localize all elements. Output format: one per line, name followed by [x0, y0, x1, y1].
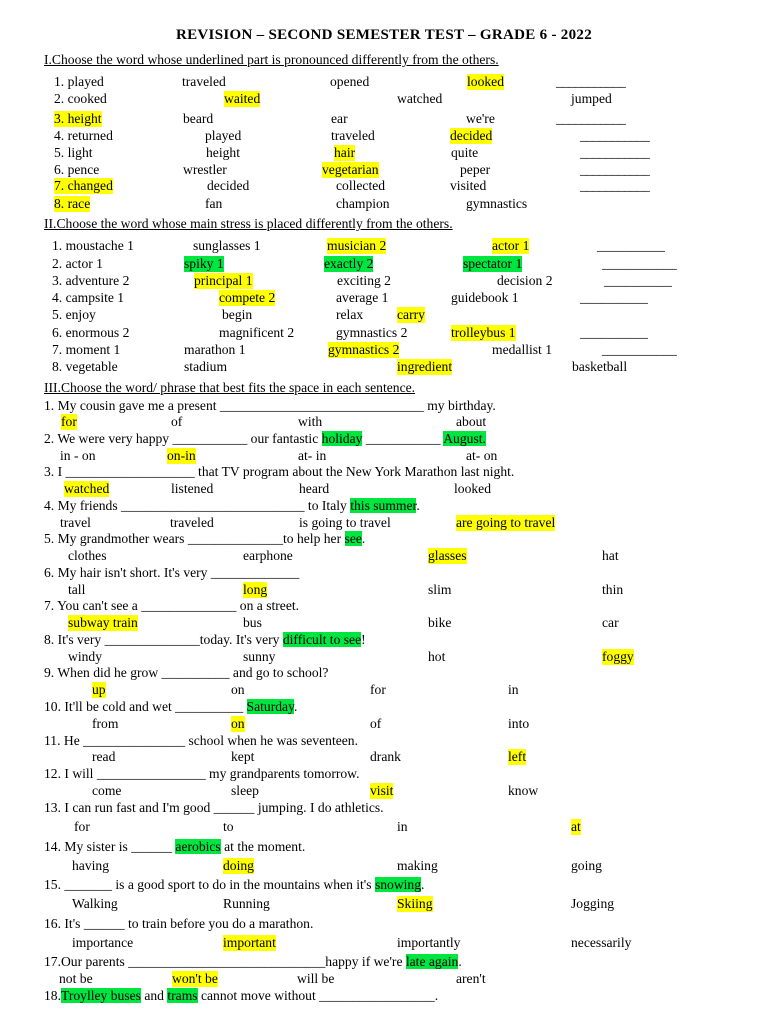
answer-blank: ___________	[580, 128, 650, 143]
word-option: quite	[451, 145, 479, 160]
option-a: subway train	[68, 615, 138, 630]
question-5	[0, 531, 768, 548]
question-13	[0, 800, 768, 817]
option-b: long	[243, 582, 268, 597]
word-option: played	[205, 128, 242, 143]
question-text	[44, 665, 328, 681]
question-text	[44, 498, 420, 514]
option-c: slim	[428, 582, 452, 597]
option-c: glasses	[428, 548, 467, 563]
question-text	[44, 916, 313, 932]
question-7	[0, 598, 768, 615]
option-a: from	[92, 716, 119, 731]
word-option: fan	[205, 196, 223, 211]
option-b: bus	[243, 615, 262, 630]
question-segment: and	[140, 988, 168, 1003]
question-9	[0, 665, 768, 682]
word-option: watched	[397, 91, 443, 106]
option-d: hat	[602, 548, 619, 563]
question-text	[44, 988, 438, 1004]
word-option: compete 2	[219, 290, 276, 305]
question-segment: at the moment.	[220, 839, 306, 854]
question-segment: 11. He _______________ school when he was seventeen.	[44, 733, 358, 748]
option-b: sunny	[243, 649, 276, 664]
word-option: carry	[397, 307, 425, 322]
option-b: on-in	[167, 448, 196, 463]
question-9-options	[0, 682, 768, 699]
option-d: at	[571, 819, 581, 834]
question-text	[44, 531, 365, 547]
question-segment: .	[361, 531, 366, 546]
word-option: marathon 1	[184, 342, 246, 357]
question-segment: 6. My hair isn't short. It's very _____________	[44, 565, 300, 580]
question-11	[0, 733, 768, 750]
question-segment: Saturday	[246, 699, 294, 714]
question-segment: holiday	[321, 431, 363, 446]
word-option: spectator 1	[463, 256, 523, 271]
part1-item-8	[0, 196, 768, 213]
question-segment: trams	[167, 988, 198, 1003]
question-segment: 3. I ___________________ that TV program about the New York Marathon last night.	[44, 464, 515, 479]
question-10-options	[0, 716, 768, 733]
option-c: will be	[297, 971, 335, 986]
part2-item-2	[0, 256, 768, 273]
question-3-options	[0, 481, 768, 498]
question-11-options	[0, 749, 768, 766]
option-d: car	[602, 615, 619, 630]
question-12	[0, 766, 768, 783]
word-option: actor 1	[492, 238, 530, 253]
question-13-options	[0, 819, 768, 836]
option-d: about	[456, 414, 487, 429]
question-text	[44, 954, 462, 970]
word-option: decision 2	[497, 273, 553, 288]
question-text	[44, 632, 366, 648]
question-segment: this summer	[350, 498, 417, 513]
question-text	[44, 699, 297, 715]
question-12-options	[0, 783, 768, 800]
question-segment: 2. We were very happy ___________ our fantastic	[44, 431, 322, 446]
question-segment: !	[361, 632, 366, 647]
option-c: bike	[428, 615, 452, 630]
question-14-options	[0, 858, 768, 875]
question-15-options	[0, 896, 768, 913]
question-18	[0, 988, 768, 1005]
word-option: decided	[450, 128, 493, 143]
question-16-options	[0, 935, 768, 952]
option-a: clothes	[68, 548, 107, 563]
question-text	[44, 800, 384, 816]
question-3	[0, 464, 768, 481]
option-a: for	[61, 414, 77, 429]
answer-blank: __________	[580, 290, 648, 305]
word-option: begin	[222, 307, 253, 322]
question-10	[0, 699, 768, 716]
word-option: 5. light	[54, 145, 93, 160]
question-segment: late again	[405, 954, 459, 969]
option-a: tall	[68, 582, 86, 597]
word-option: gymnastics 2	[328, 342, 400, 357]
word-option: gymnastics	[466, 196, 528, 211]
option-c: for	[370, 682, 386, 697]
word-option: decided	[207, 178, 250, 193]
question-segment: 16. It's ______ to train before you do a marathon.	[44, 916, 314, 931]
section-2-heading: II.Choose the word whose main stress is placed differently from the others.	[44, 216, 453, 231]
part1-item-4	[0, 128, 768, 145]
question-segment: snowing	[374, 877, 422, 892]
word-option: 1. moustache 1	[52, 238, 134, 253]
answer-blank: __________	[580, 325, 648, 340]
question-segment: 4. My friends ___________________________ to Italy	[44, 498, 351, 513]
question-segment: aerobics	[175, 839, 221, 854]
question-2	[0, 431, 768, 448]
option-a: windy	[68, 649, 102, 664]
word-option: 8. race	[54, 196, 91, 211]
answer-blank: ___________	[580, 178, 650, 193]
option-c: importantly	[397, 935, 461, 950]
word-option: 2. cooked	[54, 91, 107, 106]
part1-item-2	[0, 91, 768, 108]
word-option: gymnastics 2	[336, 325, 408, 340]
option-d: are going to travel	[456, 515, 556, 530]
word-option: beard	[183, 111, 214, 126]
question-text	[44, 598, 299, 614]
word-option: medallist 1	[492, 342, 553, 357]
option-a: having	[72, 858, 109, 873]
question-segment: .	[421, 877, 425, 892]
question-6-options	[0, 582, 768, 599]
option-b: traveled	[170, 515, 214, 530]
question-segment: see	[344, 531, 362, 546]
part2-item-4	[0, 290, 768, 307]
question-segment: .	[416, 498, 420, 513]
word-option: 7. moment 1	[52, 342, 121, 357]
option-b: earphone	[243, 548, 293, 563]
question-6	[0, 565, 768, 582]
option-d: necessarily	[571, 935, 632, 950]
part1-item-1	[0, 74, 768, 91]
word-option: spiky 1	[184, 256, 224, 271]
option-b: of	[171, 414, 183, 429]
option-d: foggy	[602, 649, 634, 664]
option-c: with	[298, 414, 323, 429]
option-d: left	[508, 749, 527, 764]
option-d: looked	[454, 481, 491, 496]
option-a: up	[92, 682, 106, 697]
word-option: collected	[336, 178, 386, 193]
option-c: making	[397, 858, 438, 873]
word-option: sunglasses 1	[193, 238, 261, 253]
question-text	[44, 565, 299, 581]
question-segment: Troylley buses	[61, 988, 141, 1003]
option-c: heard	[299, 481, 330, 496]
word-option: basketball	[572, 359, 628, 374]
option-b: to	[223, 819, 234, 834]
question-segment: 10. It'll be cold and wet __________	[44, 699, 247, 714]
question-text	[44, 464, 514, 480]
option-a: Walking	[72, 896, 118, 911]
option-c: Skiing	[397, 896, 433, 911]
question-5-options	[0, 548, 768, 565]
option-b: Running	[223, 896, 270, 911]
word-option: visited	[450, 178, 487, 193]
question-8	[0, 632, 768, 649]
option-c: at- in	[298, 448, 327, 463]
question-segment: difficult to see	[282, 632, 362, 647]
option-a: not be	[59, 971, 93, 986]
option-d: know	[508, 783, 539, 798]
question-segment: .	[294, 699, 298, 714]
option-d: thin	[602, 582, 624, 597]
word-option: principal 1	[194, 273, 253, 288]
question-text	[44, 839, 305, 855]
option-a: for	[74, 819, 90, 834]
question-segment: August.	[443, 431, 486, 446]
part1-item-3	[0, 111, 768, 128]
question-1	[0, 398, 768, 415]
word-option: looked	[467, 74, 504, 89]
option-b: on	[231, 716, 245, 731]
word-option: 4. campsite 1	[52, 290, 125, 305]
question-text	[44, 733, 358, 749]
word-option: ingredient	[397, 359, 453, 374]
option-a: travel	[60, 515, 91, 530]
word-option: 3. adventure 2	[52, 273, 130, 288]
option-b: on	[231, 682, 245, 697]
word-option: 5. enjoy	[52, 307, 96, 322]
section-3-heading: III.Choose the word/ phrase that best fits the space in each sentence.	[44, 380, 416, 395]
question-segment: ___________	[362, 431, 444, 446]
word-option: 1. played	[54, 74, 104, 89]
word-option: opened	[330, 74, 370, 89]
question-segment: 5. My grandmother wears ______________to help her	[44, 531, 345, 546]
word-option: exactly 2	[324, 256, 374, 271]
option-b: doing	[223, 858, 254, 873]
option-c: is going to travel	[299, 515, 391, 530]
question-segment: 13. I can run fast and I'm good ______ jumping. I do athletics.	[44, 800, 384, 815]
word-option: hair	[334, 145, 356, 160]
part2-item-7	[0, 342, 768, 359]
question-segment: 7. You can't see a ______________ on a street.	[44, 598, 300, 613]
word-option: exciting 2	[337, 273, 391, 288]
question-4-options	[0, 515, 768, 532]
question-7-options	[0, 615, 768, 632]
question-17	[0, 954, 768, 971]
question-segment: 15. _______ is a good sport to do in the mountains when it's	[44, 877, 375, 892]
word-option: 3. height	[54, 111, 102, 126]
question-4	[0, 498, 768, 515]
word-option: 7. changed	[54, 178, 113, 193]
question-text	[44, 398, 496, 414]
word-option: ear	[331, 111, 348, 126]
option-d: at- on	[466, 448, 498, 463]
option-b: listened	[171, 481, 214, 496]
word-option: 6. pence	[54, 162, 100, 177]
question-16	[0, 916, 768, 933]
word-option: wrestler	[183, 162, 227, 177]
option-d: Jogging	[571, 896, 615, 911]
word-option: height	[206, 145, 240, 160]
word-option: we're	[466, 111, 495, 126]
part2-item-1	[0, 238, 768, 255]
option-b: won't be	[172, 971, 218, 986]
part1-item-6	[0, 162, 768, 179]
word-option: average 1	[336, 290, 389, 305]
question-segment: cannot move without _________________.	[197, 988, 439, 1003]
option-a: come	[92, 783, 122, 798]
answer-blank: ___________	[580, 162, 650, 177]
option-a: in - on	[60, 448, 96, 463]
option-c: of	[370, 716, 382, 731]
question-text	[44, 766, 360, 782]
option-b: sleep	[231, 783, 259, 798]
question-segment: 8. It's very ______________today. It's very	[44, 632, 283, 647]
question-segment: 18.	[44, 988, 61, 1003]
question-2-options	[0, 448, 768, 465]
word-option: 6. enormous 2	[52, 325, 130, 340]
option-c: drank	[370, 749, 401, 764]
option-d: into	[508, 716, 530, 731]
question-15	[0, 877, 768, 894]
answer-blank: ___________	[602, 342, 677, 357]
word-option: traveled	[331, 128, 375, 143]
question-text	[44, 877, 424, 893]
word-option: relax	[336, 307, 364, 322]
option-d: in	[508, 682, 519, 697]
word-option: trolleybus 1	[451, 325, 516, 340]
section-1-heading: I.Choose the word whose underlined part is pronounced differently from the others.	[44, 52, 499, 67]
option-c: visit	[370, 783, 394, 798]
part1-item-7	[0, 178, 768, 195]
question-1-options	[0, 414, 768, 431]
option-b: kept	[231, 749, 255, 764]
question-segment: 14. My sister is ______	[44, 839, 176, 854]
question-text	[44, 431, 486, 447]
word-option: 8. vegetable	[52, 359, 118, 374]
page-title: REVISION – SECOND SEMESTER TEST – GRADE 6 - 2022	[175, 27, 593, 43]
word-option: musician 2	[327, 238, 387, 253]
option-d: going	[571, 858, 602, 873]
answer-blank: ___________	[556, 74, 626, 89]
answer-blank: __________	[604, 273, 672, 288]
question-segment: 17.Our parents _____________________________happy if we're	[44, 954, 406, 969]
option-a: importance	[72, 935, 134, 950]
question-17-options	[0, 971, 768, 988]
part1-item-5	[0, 145, 768, 162]
answer-blank: ___________	[602, 256, 677, 271]
word-option: peper	[460, 162, 491, 177]
word-option: 2. actor 1	[52, 256, 103, 271]
word-option: waited	[224, 91, 261, 106]
option-c: hot	[428, 649, 446, 664]
word-option: magnificent 2	[219, 325, 295, 340]
question-14	[0, 839, 768, 856]
part2-item-5	[0, 307, 768, 324]
option-b: important	[223, 935, 276, 950]
word-option: vegetarian	[322, 162, 379, 177]
answer-blank: ___________	[580, 145, 650, 160]
option-a: read	[92, 749, 116, 764]
part2-item-8	[0, 359, 768, 376]
word-option: jumped	[571, 91, 612, 106]
word-option: traveled	[182, 74, 226, 89]
option-d: aren't	[456, 971, 486, 986]
question-segment: 12. I will ________________ my grandparents tomorrow.	[44, 766, 360, 781]
question-segment: .	[458, 954, 462, 969]
part2-item-3	[0, 273, 768, 290]
part2-item-6	[0, 325, 768, 342]
question-segment: 9. When did he grow __________ and go to school?	[44, 665, 329, 680]
answer-blank: __________	[597, 238, 665, 253]
option-a: watched	[64, 481, 110, 496]
word-option: guidebook 1	[451, 290, 519, 305]
answer-blank: ___________	[556, 111, 626, 126]
word-option: 4. returned	[54, 128, 113, 143]
option-c: in	[397, 819, 408, 834]
question-segment: 1. My cousin gave me a present ______________________________ my birthday.	[44, 398, 496, 413]
word-option: champion	[336, 196, 390, 211]
question-8-options	[0, 649, 768, 666]
word-option: stadium	[184, 359, 228, 374]
